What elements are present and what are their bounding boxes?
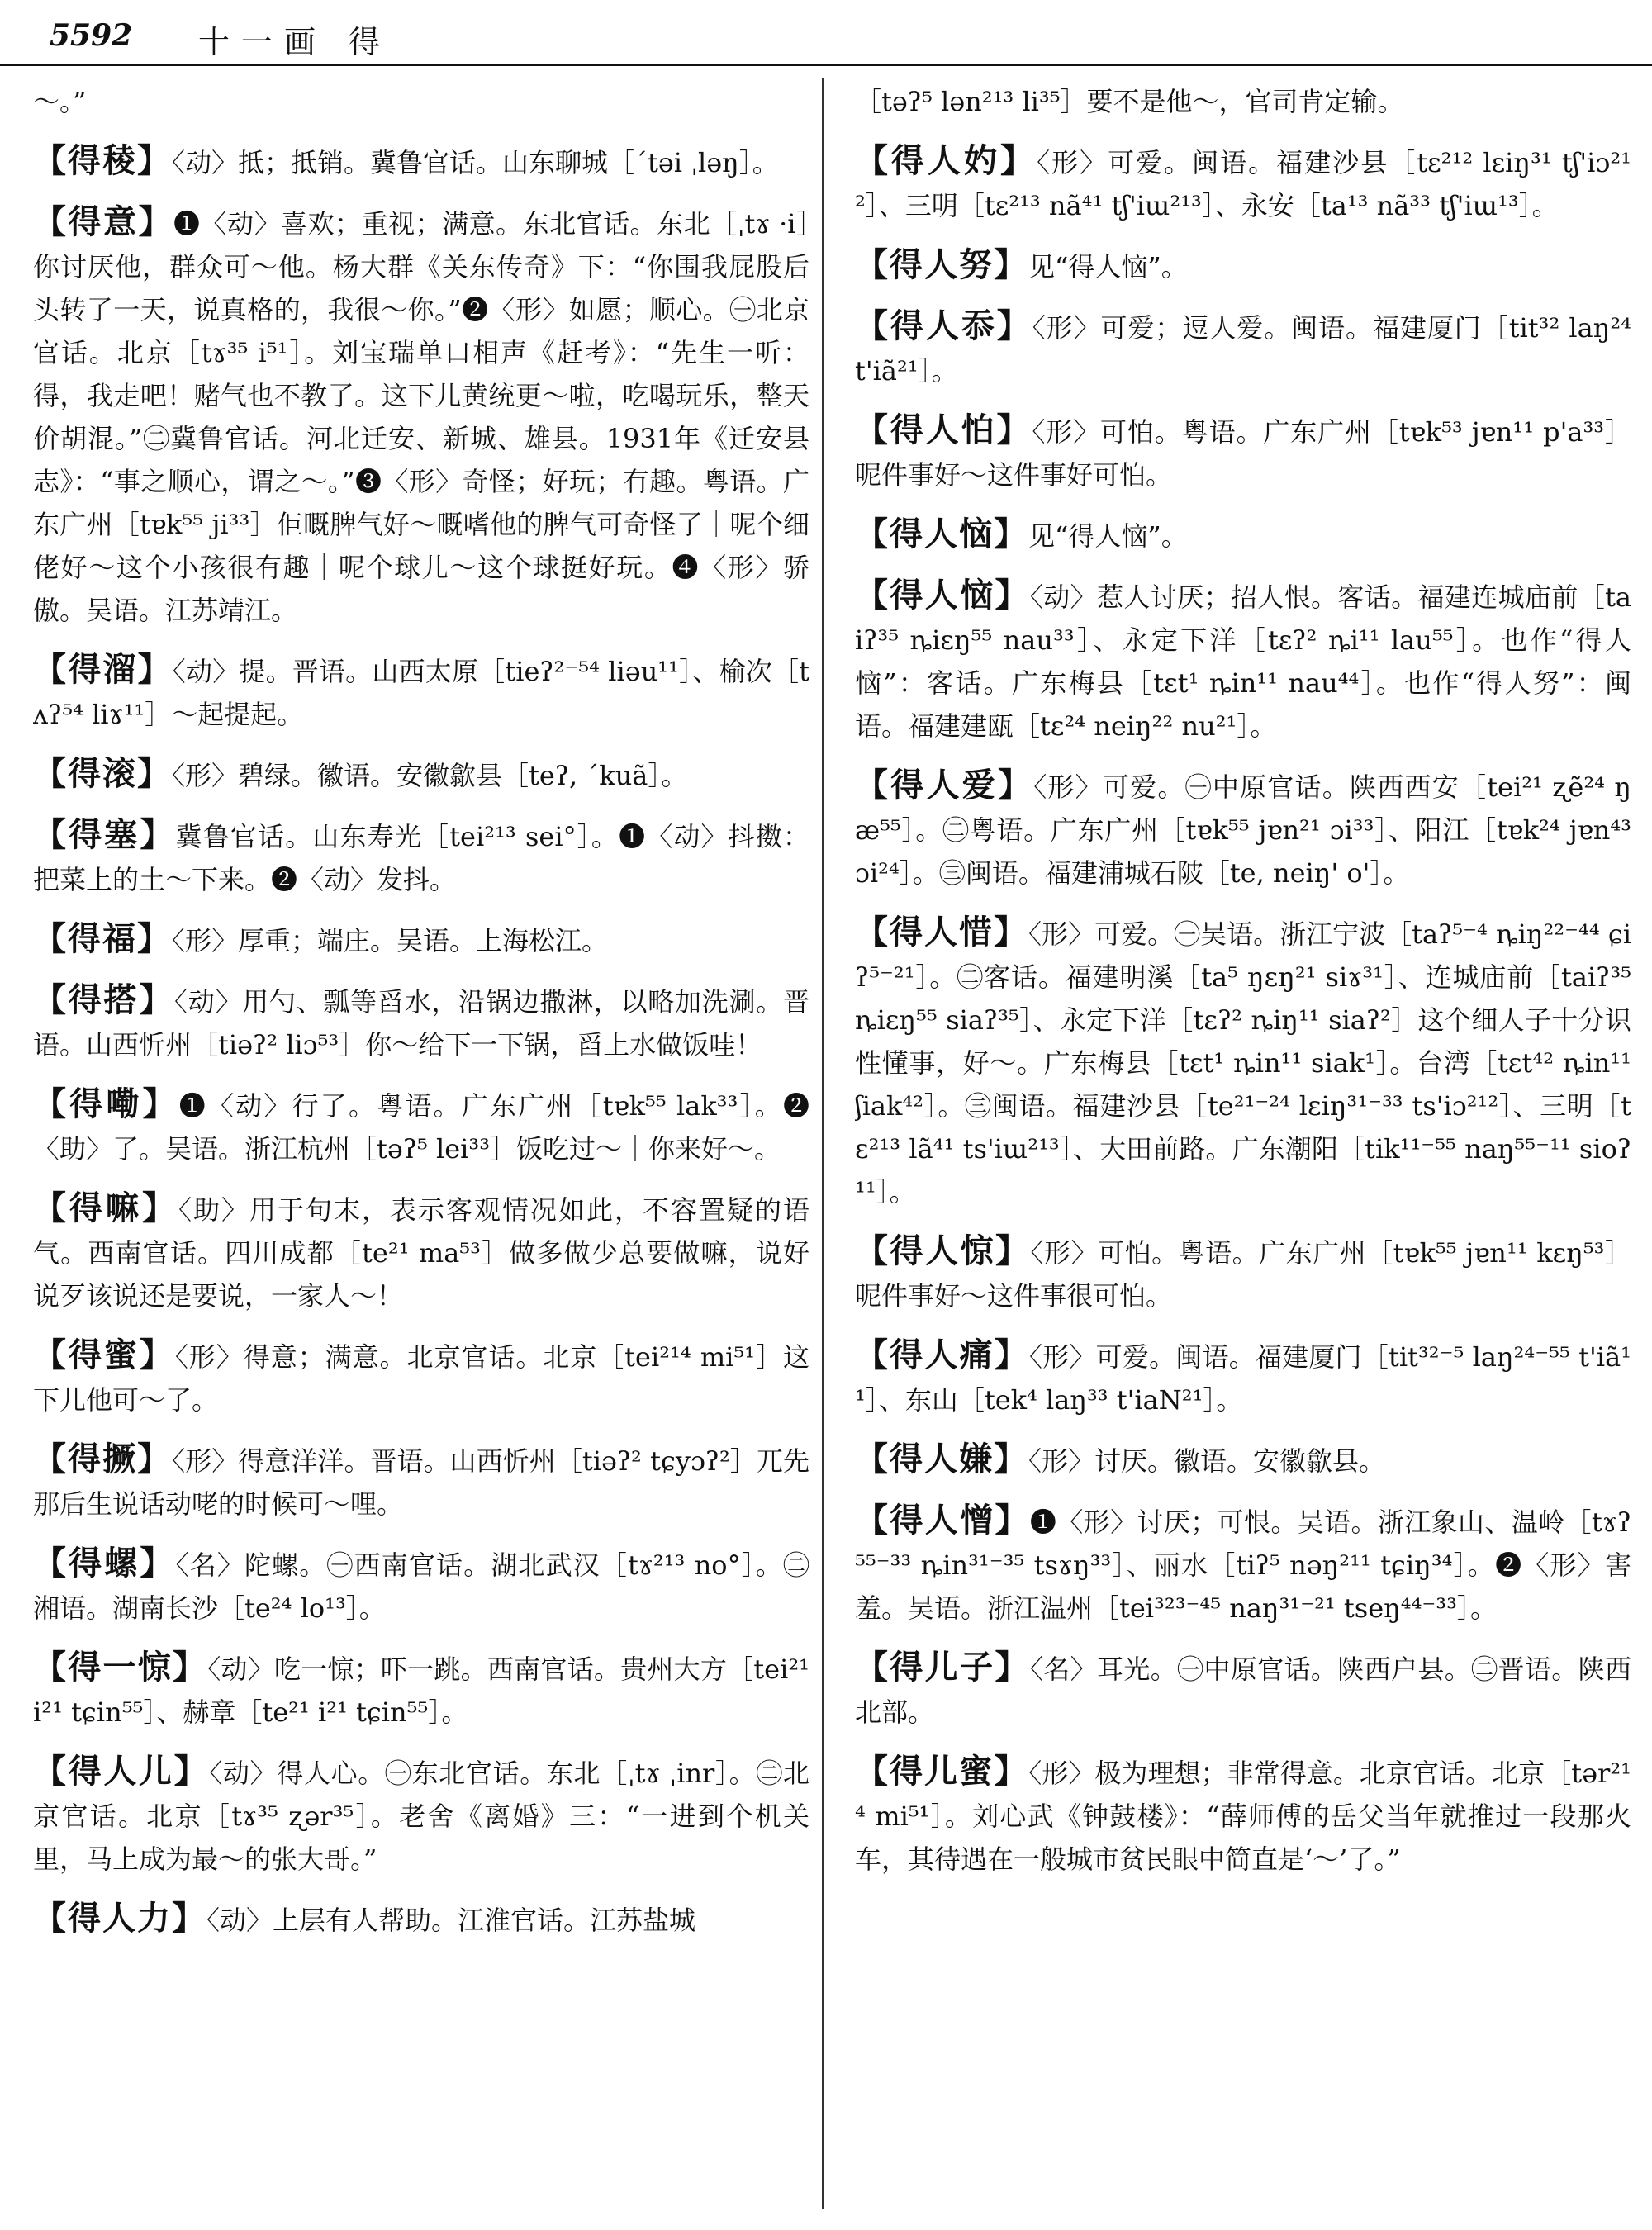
dictionary-entry (33, 1646, 809, 1734)
entry-headword: 【得溜】 (33, 650, 173, 689)
entry-definition: 〈形〉可爱。闽语。福建厦门［tit³²⁻⁵ laŋ²⁴⁻⁵⁵ t'iã¹¹］、东山［tek⁴ laŋ³³ t'iaN²¹］。 (855, 1341, 1631, 1416)
entry-headword: 【得人痛】 (855, 1336, 1030, 1374)
dictionary-entry (33, 78, 809, 123)
entry-headword: 【得人努】 (855, 245, 1028, 284)
entry-headword: 【得螺】 (33, 1544, 176, 1582)
entry-definition: 〈形〉可爱。㊀吴语。浙江宁波［taʔ⁵⁻⁴ ȵiŋ²²⁻⁴⁴ ɕiʔ⁵⁻²¹］。㊁客话。福建明溪［ta⁵ ŋɛŋ²¹ siɤ³¹］、连城庙前［taiʔ³⁵ ȵiɛŋ⁵⁵ siaʔ³⁵］、永定下洋［tɛʔ² ȵiŋ¹¹ siaʔ²］这个细人子十分识性懂事，好～。广东梅县［tɛt¹ ȵin¹¹ siak¹］。台湾［tɛt⁴² ȵin¹¹ ʃiak⁴²］。㊂闽语。福建沙县［te²¹⁻²⁴ lɛiŋ³¹⁻³³ ts'iɔ²¹²］、三明［tɛ²¹³ lã⁴¹ ts'iɯ²¹³］、大田前路。广东潮阳［tik¹¹⁻⁵⁵ naŋ⁵⁵⁻¹¹ sioʔ¹¹］。 (855, 918, 1631, 1208)
dictionary-entry (33, 1438, 809, 1525)
entry-headword: 【得人憎】 (855, 1501, 1030, 1540)
dictionary-entry (855, 513, 1631, 558)
entry-headword: 【得人力】 (33, 1899, 206, 1938)
entry-definition: 〈动〉上层有人帮助。江淮官话。江苏盐城 (206, 1905, 696, 1936)
entry-definition: ～。” (33, 86, 87, 117)
entry-definition: 〈助〉用于句末，表示客观情况如此，不容置疑的语气。西南官话。四川成都［te²¹ ma⁵³］做多做少总要做嘛，说好说歹该说还是要说，一家人～！ (33, 1194, 809, 1312)
dictionary-entry (33, 1187, 809, 1317)
page-number: 5592 (50, 18, 133, 53)
entry-definition: 〈形〉讨厌。徽语。安徽歙县。 (1028, 1445, 1386, 1477)
entry-headword: 【得人妁】 (855, 141, 1037, 180)
dictionary-entry (33, 1083, 809, 1170)
entry-definition: ［təʔ⁵ lən²¹³ li³⁵］要不是他～，官司肯定输。 (855, 86, 1404, 117)
dictionary-entry (855, 1334, 1631, 1421)
dictionary-entry (855, 764, 1631, 894)
dictionary-entry (33, 140, 809, 184)
dictionary-entry (855, 78, 1631, 123)
entry-definition: 〈名〉耳光。㊀中原官话。陕西户县。㊁晋语。陕西北部。 (855, 1654, 1631, 1728)
entry-definition: 冀鲁官话。山东寿光［tei²¹³ sei°］。❶〈动〉抖擞：把菜上的土～下来。❷〈动〉发抖。 (33, 821, 809, 895)
dictionary-entry (33, 814, 809, 901)
dictionary-entry (855, 1438, 1631, 1483)
entry-definition: 〈形〉厚重；端庄。吴语。上海松江。 (172, 925, 609, 956)
entry-headword: 【得儿子】 (855, 1648, 1030, 1687)
entry-headword: 【得滚】 (33, 754, 172, 793)
dictionary-entry (33, 752, 809, 797)
entry-definition: ❶〈动〉喜欢；重视；满意。东北官话。东北［ˌtɤ ·i］你讨厌他，群众可～他。杨大群《关东传奇》下：“你围我屁股后头转了一天，说真格的，我很～你。”❷〈形〉如愿；顺心。㊀北京官话。北京［tɤ³⁵ i⁵¹］。刘宝瑞单口相声《赶考》：“先生一听：得，我走吧！赌气也不教了。这下儿黄统更～啦，吃喝玩乐，整天价胡混。”㊁冀鲁官话。河北迁安、新城、雄县。1931年《迁安县志》：“事之顺心，谓之～。”❸〈形〉奇怪；好玩；有趣。粤语。广东广州［tɐk⁵⁵ ji³³］佢嘅脾气好～嘅嗜他的脾气可奇怪了｜呢个细佬好～这个小孩很有趣｜呢个球儿～这个球挺好玩。❹〈形〉骄傲。吴语。江苏靖江。 (33, 208, 809, 626)
dictionary-entry (33, 1750, 809, 1881)
left-column (33, 78, 809, 2218)
section-title: 十一画 得 (198, 24, 392, 60)
entry-headword: 【得稜】 (33, 141, 172, 180)
dictionary-entry (33, 918, 809, 962)
entry-definition: 〈动〉提。晋语。山西太原［tieʔ²⁻⁵⁴ liəu¹¹］、榆次［tʌʔ⁵⁴ liɤ¹¹］～起提起。 (33, 656, 809, 730)
entry-headword: 【得人惊】 (855, 1231, 1031, 1270)
column-divider (822, 78, 824, 2209)
dictionary-entry (855, 140, 1631, 227)
entry-definition: 〈形〉碧绿。徽语。安徽歙县［teʔ, ˊkuã］。 (172, 760, 688, 791)
entry-headword: 【得嘛】 (33, 1189, 178, 1227)
entry-definition: 〈名〉陀螺。㊀西南官话。湖北武汉［tɤ²¹³ no°］。㊁湘语。湖南长沙［te²⁴ lo¹³］。 (33, 1549, 809, 1624)
entry-headword: 【得福】 (33, 919, 172, 958)
entry-definition: 〈形〉可怕。粤语。广东广州［tɐk⁵³ jɐn¹¹ p'a³³］呢件事好～这件事好可怕。 (855, 416, 1631, 491)
entry-definition: ❶〈形〉讨厌；可恨。吴语。浙江象山、温岭［tɤʔ⁵⁵⁻³³ ȵin³¹⁻³⁵ tsɤŋ³³］、丽水［tiʔ⁵ nəŋ²¹¹ tɕiŋ³⁴］。❷〈形〉害羞。吴语。浙江温州［tei³²³⁻⁴⁵ naŋ³¹⁻²¹ tseŋ⁴⁴⁻³³］。 (855, 1506, 1631, 1624)
entry-headword: 【得人忝】 (855, 306, 1032, 345)
dictionary-entry (33, 1542, 809, 1630)
entry-headword: 【得一惊】 (33, 1648, 208, 1687)
entry-headword: 【得撅】 (33, 1440, 173, 1478)
entry-headword: 【得嘞】 (33, 1084, 179, 1123)
entry-definition: 见“得人恼”。 (1028, 251, 1188, 282)
dictionary-entry (33, 979, 809, 1066)
right-column (855, 78, 1631, 2218)
entry-headword: 【得人嫌】 (855, 1440, 1028, 1478)
entry-headword: 【得人惜】 (855, 913, 1029, 951)
entry-definition: 〈动〉抵；抵销。冀鲁官话。山东聊城［ˊtəi ˌləŋ］。 (172, 147, 779, 178)
dictionary-entry (855, 911, 1631, 1213)
entry-definition: 〈形〉极为理想；非常得意。北京官话。北京［tər²¹⁴ mi⁵¹］。刘心武《钟鼓楼》：“薛师傅的岳父当年就推过一段那火车，其待遇在一般城市贫民眼中简直是‘～’了。” (855, 1758, 1631, 1875)
entry-definition: 〈形〉可爱。㊀中原官话。陕西西安［tei²¹ ʐẽ²⁴ ŋæ⁵⁵］。㊁粤语。广东广州［tɐk⁵⁵ jɐn²¹ ɔi³³］、阳江［tɐk²⁴ jɐn⁴³ ɔi²⁴］。㊂闽语。福建浦城石陂［te, neiŋ' o'］。 (855, 771, 1631, 889)
entry-headword: 【得蜜】 (33, 1336, 175, 1374)
entry-headword: 【得人怕】 (855, 410, 1032, 449)
entry-definition: 〈形〉得意；满意。北京官话。北京［tei²¹⁴ mi⁵¹］这下儿他可～了。 (33, 1341, 809, 1416)
entry-headword: 【得意】 (33, 202, 174, 241)
entry-headword: 【得搭】 (33, 980, 174, 1019)
dictionary-entry (33, 1897, 809, 1942)
dictionary-entry (33, 201, 809, 632)
entry-headword: 【得人儿】 (33, 1752, 210, 1791)
dictionary-entry (33, 648, 809, 736)
entry-definition: 〈动〉得人心。㊀东北官话。东北［ˌtɤ ˌinr］。㊁北京官话。北京［tɤ³⁵ ʐər³⁵］。老舍《离婚》三：“一进到个机关里，马上成为最～的张大哥。” (33, 1758, 809, 1875)
dictionary-entry (855, 1499, 1631, 1630)
entry-headword: 【得人爱】 (855, 766, 1034, 804)
entry-definition: ❶〈动〉行了。粤语。广东广州［tɐk⁵⁵ lak³³］。❷〈助〉了。吴语。浙江杭州［təʔ⁵ lei³³］饭吃过～｜你来好～。 (33, 1090, 809, 1165)
dictionary-entry (855, 409, 1631, 496)
entry-definition: 〈动〉用勺、瓢等舀水，沿锅边撒淋，以略加洗涮。晋语。山西忻州［tiəʔ² liɔ⁵³］你～给下一下锅，舀上水做饭哇！ (33, 986, 809, 1060)
entry-headword: 【得塞】 (33, 815, 176, 854)
dictionary-entry (855, 1750, 1631, 1881)
entry-definition: 〈形〉可爱；逗人爱。闽语。福建厦门［tit³² laŋ²⁴ t'iã²¹］。 (855, 312, 1631, 387)
entry-definition: 〈动〉惹人讨厌；招人恨。客话。福建连城庙前［taiʔ³⁵ ȵiɛŋ⁵⁵ nau³³］、永定下洋［tɛʔ² ȵi¹¹ lau⁵⁵］。也作“得人恼”：客话。广东梅县［tɛt¹ ȵin¹¹ nau⁴⁴］。也作“得人努”：闽语。福建建瓯［tɛ²⁴ neiŋ²² nu²¹］。 (855, 581, 1631, 742)
entry-definition: 〈形〉可爱。闽语。福建沙县［tɛ²¹² lɛiŋ³¹ tʃ'iɔ²¹²］、三明［tɛ²¹³ nã⁴¹ tʃ'iɯ²¹³］、永安［ta¹³ nã³³ tʃ'iɯ¹³］。 (855, 147, 1631, 221)
entry-headword: 【得人恼】 (855, 576, 1030, 614)
entry-headword: 【得儿蜜】 (855, 1752, 1029, 1791)
dictionary-entry (855, 1230, 1631, 1317)
dictionary-entry (855, 574, 1631, 747)
page-header (0, 0, 1652, 66)
dictionary-entry (855, 305, 1631, 392)
dictionary-entry (855, 244, 1631, 288)
entry-definition: 〈动〉吃一惊；吓一跳。西南官话。贵州大方［tei²¹ i²¹ tɕin⁵⁵］、赫章［te²¹ i²¹ tɕin⁵⁵］。 (33, 1654, 809, 1728)
entry-headword: 【得人恼】 (855, 515, 1028, 553)
entry-definition: 〈形〉得意洋洋。晋语。山西忻州［tiəʔ² tɕyɔʔ²］兀先那后生说话动咾的时候可～哩。 (33, 1445, 809, 1520)
entry-definition: 见“得人恼”。 (1028, 520, 1188, 552)
dictionary-entry (855, 1646, 1631, 1734)
entry-definition: 〈形〉可怕。粤语。广东广州［tɐk⁵⁵ jɐn¹¹ kɛŋ⁵³］呢件事好～这件事很可怕。 (855, 1237, 1631, 1312)
dictionary-entry (33, 1334, 809, 1421)
